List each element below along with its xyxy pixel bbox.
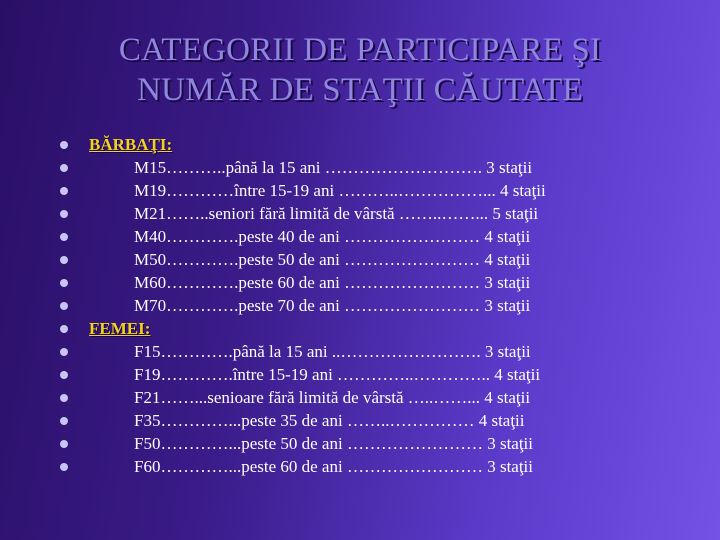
list-item-women-header <box>60 317 620 340</box>
list-item <box>60 179 620 202</box>
bullet-icon <box>60 302 68 310</box>
list-item <box>60 202 620 225</box>
list-item <box>60 386 620 409</box>
women-item-f15: F15………….până la 15 ani ..……………………. 3 staţii <box>134 342 531 361</box>
women-item-f60: F60…………...peste 60 de ani …………………… 3 staţii <box>134 457 534 476</box>
bullet-icon <box>60 463 68 471</box>
category-list <box>60 133 620 478</box>
men-item-m21: M21……..seniori fără limită de vârstă ……..……... 5 staţii <box>134 204 539 223</box>
men-item-m40: M40………….peste 40 de ani …………………… 4 staţii <box>134 227 531 246</box>
women-item-f19: F19………….între 15-19 ani …………..………….. 4 staţii <box>134 365 541 384</box>
list-item-men-header <box>60 133 620 156</box>
list-item <box>60 432 620 455</box>
men-item-m15: M15………..până la 15 ani ………………………. 3 staţii <box>134 158 533 177</box>
men-item-m50: M50………….peste 50 de ani …………………… 4 staţii <box>134 250 531 269</box>
list-item <box>60 225 620 248</box>
slide-title <box>0 30 720 110</box>
bullet-icon <box>60 164 68 172</box>
bullet-icon <box>60 256 68 264</box>
men-item-m19: M19…………între 15-19 ani ………..……………... 4 staţii <box>134 181 546 200</box>
bullet-icon <box>60 371 68 379</box>
men-item-m70: M70………….peste 70 de ani …………………… 3 staţii <box>134 296 531 315</box>
bullet-icon <box>60 348 68 356</box>
women-category-header: FEMEI: <box>89 319 151 338</box>
bullet-icon <box>60 187 68 195</box>
list-item <box>60 340 620 363</box>
bullet-icon <box>60 141 68 149</box>
bullet-icon <box>60 394 68 402</box>
women-item-f21: F21……...senioare fără limită de vârstă …..……... 4 staţii <box>134 388 531 407</box>
women-item-f35: F35…………...peste 35 de ani ……..…………… 4 staţii <box>134 411 525 430</box>
bullet-icon <box>60 325 68 333</box>
bullet-icon <box>60 210 68 218</box>
list-item <box>60 294 620 317</box>
title-line-2: NUMĂR DE STAŢII CĂUTATE <box>137 72 583 108</box>
list-item <box>60 156 620 179</box>
women-item-f50: F50…………...peste 50 de ani …………………… 3 staţii <box>134 434 534 453</box>
list-item <box>60 271 620 294</box>
men-category-header: BĂRBAŢI: <box>89 135 173 154</box>
list-item <box>60 455 620 478</box>
list-item <box>60 248 620 271</box>
list-item <box>60 409 620 432</box>
title-line-1: CATEGORII DE PARTICIPARE ŞI <box>118 32 602 68</box>
bullet-icon <box>60 440 68 448</box>
bullet-icon <box>60 233 68 241</box>
bullet-icon <box>60 417 68 425</box>
men-item-m60: M60………….peste 60 de ani …………………… 3 staţii <box>134 273 531 292</box>
list-item <box>60 363 620 386</box>
bullet-icon <box>60 279 68 287</box>
